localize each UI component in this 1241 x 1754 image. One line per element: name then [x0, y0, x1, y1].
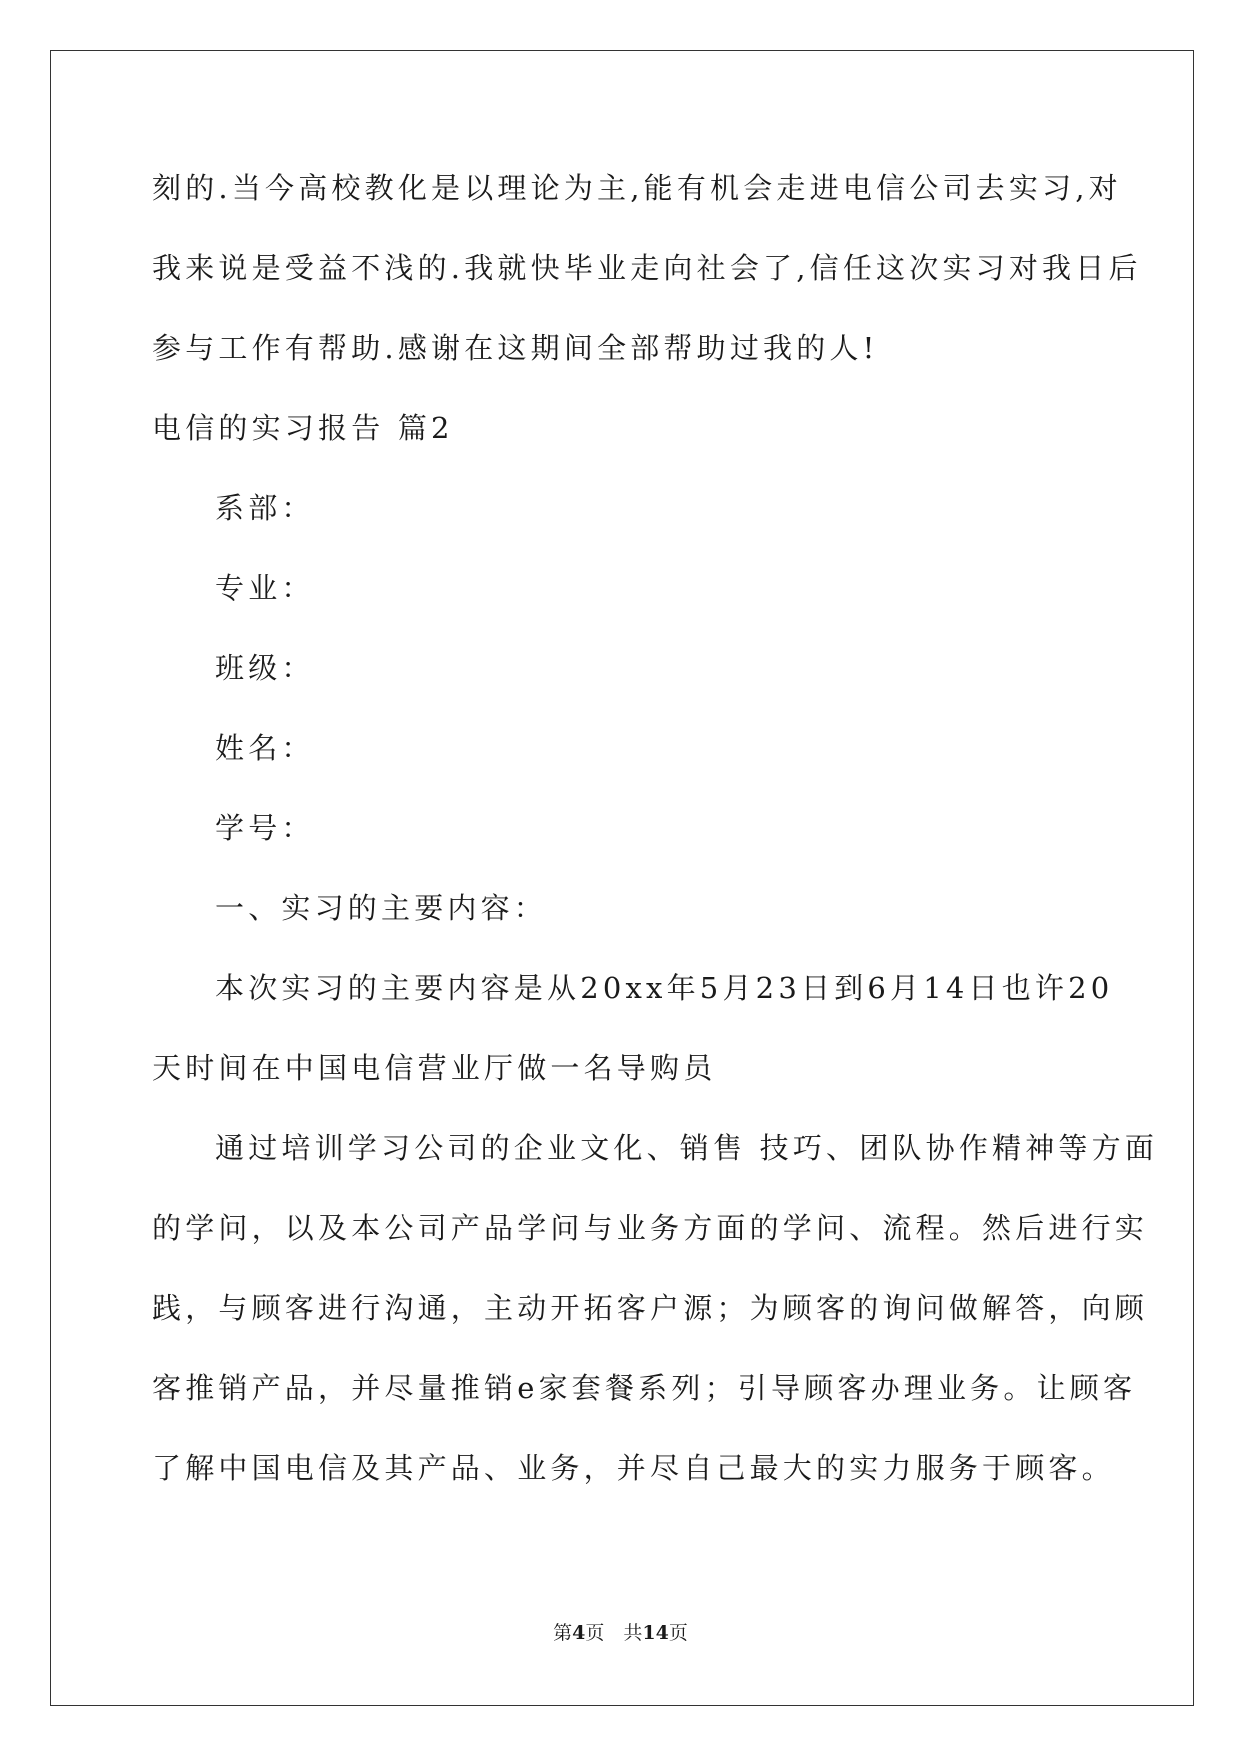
- section-heading: 电信的实习报告 篇2: [152, 411, 454, 445]
- text-line: 通过培训学习公司的企业文化、销售 技巧、团队协作精神等方面: [215, 1131, 1159, 1165]
- field-name: 姓名：: [215, 731, 315, 765]
- text-line: 参与工作有帮助.感谢在这期间全部帮助过我的人!: [152, 331, 879, 365]
- field-student-id: 学号：: [215, 811, 315, 845]
- text-line: 本次实习的主要内容是从20xx年5月23日到6月14日也许20: [215, 971, 1114, 1005]
- text-line: 践，与顾客进行沟通，主动开拓客户源；为顾客的询问做解答，向顾: [152, 1291, 1149, 1325]
- footer-middle: 页 共: [585, 1622, 643, 1644]
- field-major: 专业：: [215, 571, 315, 605]
- total-page-count: 14: [642, 1622, 669, 1644]
- field-class: 班级：: [215, 651, 315, 685]
- footer-prefix: 第: [553, 1622, 573, 1644]
- page-footer: [0, 1620, 1241, 1646]
- text-line: 的学问，以及本公司产品学问与业务方面的学问、流程。然后进行实: [152, 1211, 1149, 1245]
- text-line: 我来说是受益不浅的.我就快毕业走向社会了,信任这次实习对我日后: [152, 251, 1142, 285]
- footer-suffix: 页: [668, 1622, 688, 1644]
- field-department: 系部：: [215, 491, 315, 525]
- current-page-number: 4: [572, 1622, 586, 1644]
- subsection-heading: 一、实习的主要内容：: [215, 891, 548, 925]
- text-line: 了解中国电信及其产品、业务，并尽自己最大的实力服务于顾客。: [152, 1451, 1115, 1485]
- text-line: 刻的.当今高校教化是以理论为主,能有机会走进电信公司去实习,对: [152, 171, 1122, 205]
- text-line: 天时间在中国电信营业厅做一名导购员: [152, 1051, 717, 1085]
- text-line: 客推销产品，并尽量推销e家套餐系列；引导顾客办理业务。让顾客: [152, 1371, 1137, 1405]
